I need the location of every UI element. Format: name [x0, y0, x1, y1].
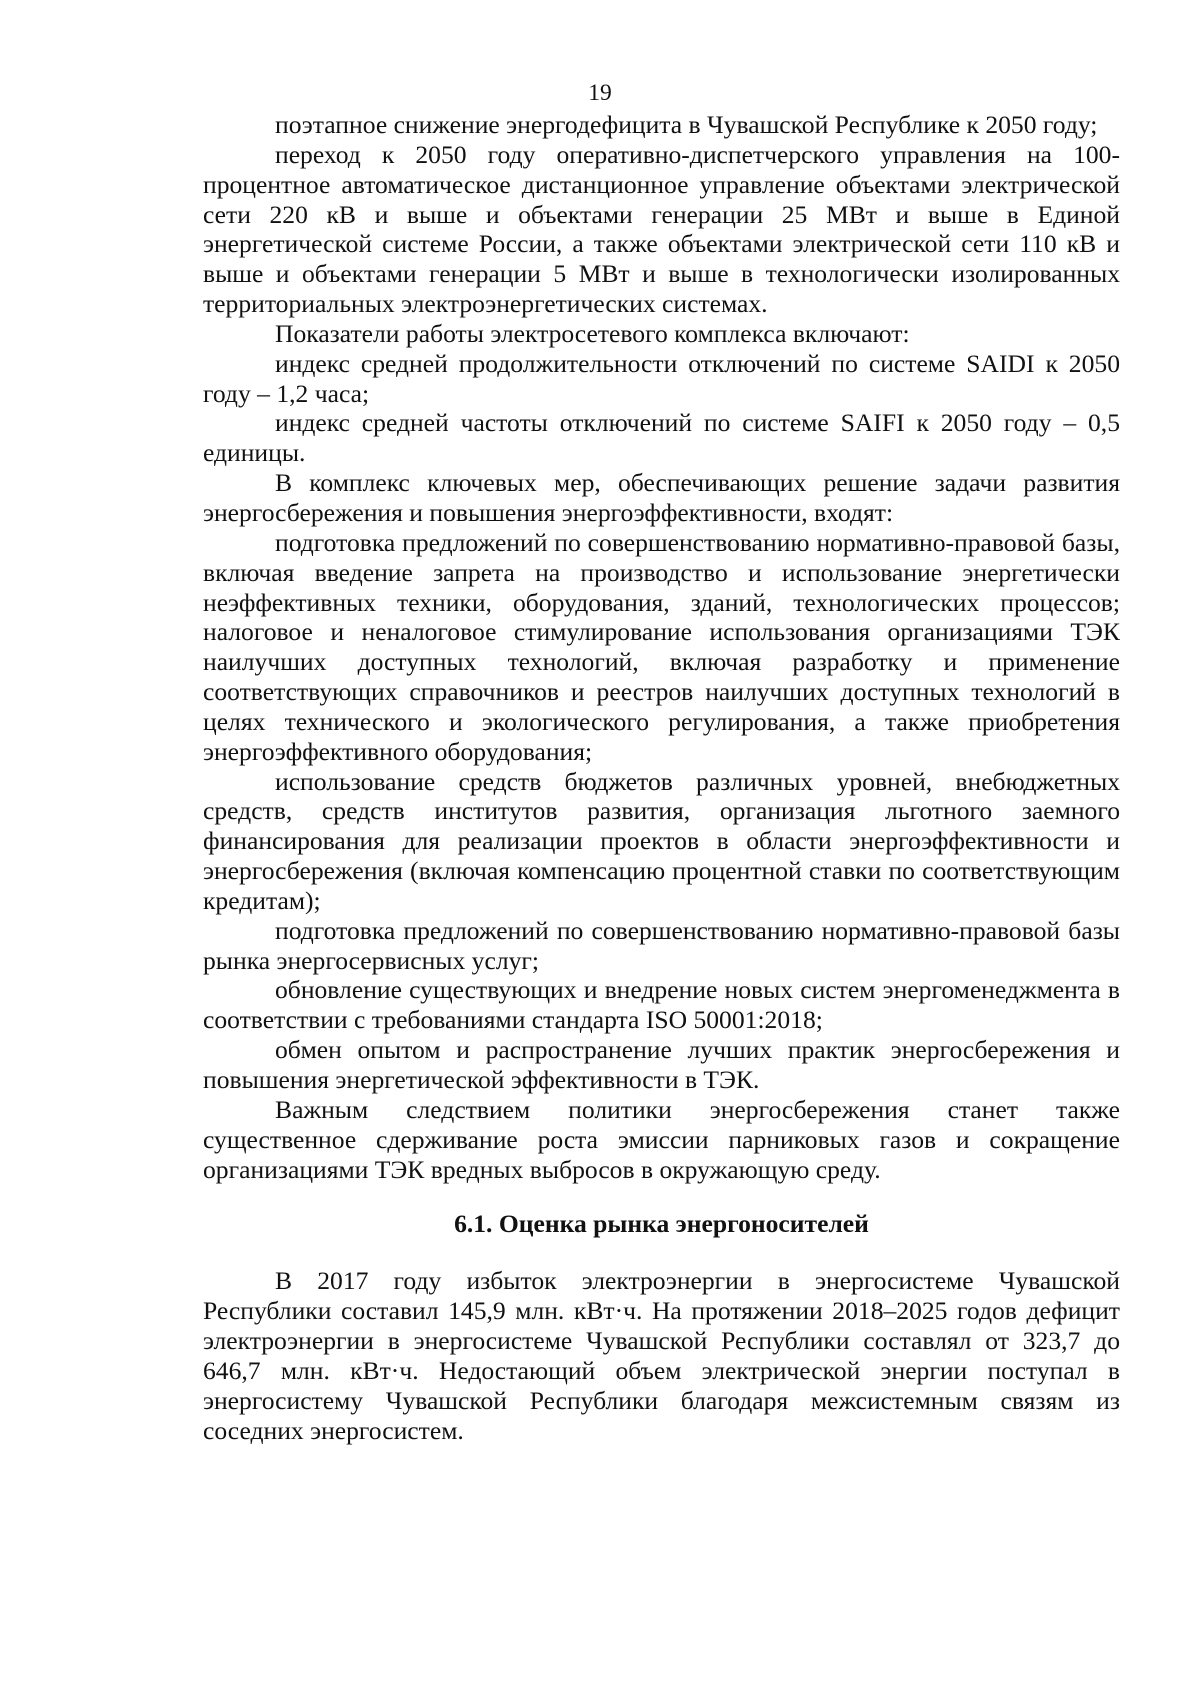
- paragraph: подготовка предложений по совершенствованию нормативно-правовой базы, включая введение запрета на производство и использование энергетически неэффективных техники, оборудования, зданий, технологических процессов; налоговое и неналоговое стимулирование использования организациями ТЭК наилучших доступных технологий, включая разработку и применение соответствующих справочников и реестров наилучших доступных технологий в целях технического и экологического регулирования, а также приобретения энергоэффективного оборудования;: [203, 527, 1120, 766]
- paragraph: переход к 2050 году оперативно-диспетчерского управления на 100-процентное автоматическое дистанционное управление объектами электрической сети 220 кВ и выше и объектами генерации 25 МВт и выше в Единой энергетической системе России, а также объектами электрической сети 110 кВ и выше и объектами генерации 5 МВт и выше в технологически изолированных территориальных электроэнергетических системах.: [203, 139, 1120, 319]
- paragraph: индекс средней продолжительности отключений по системе SAIDI к 2050 году – 1,2 часа;: [203, 348, 1120, 408]
- paragraph: поэтапное снижение энергодефицита в Чувашской Республике к 2050 году;: [275, 110, 1098, 139]
- paragraph: индекс средней частоты отключений по системе SAIFI к 2050 году – 0,5 единицы.: [203, 408, 1120, 468]
- page-number: 19: [588, 80, 612, 106]
- paragraph: Важным следствием политики энергосбережения станет также существенное сдерживание роста эмиссии парниковых газов и сокращение организациями ТЭК вредных выбросов в окружающую среду.: [203, 1094, 1120, 1184]
- paragraph: обмен опытом и распространение лучших практик энергосбережения и повышения энергетической эффективности в ТЭК.: [203, 1035, 1120, 1094]
- body-text: [203, 110, 1120, 1445]
- section-heading: 6.1. Оценка рынка энергоносителей: [454, 1209, 869, 1239]
- paragraph: В 2017 году избыток электроэнергии в энергосистеме Чувашской Республики составил 145,9 млн. кВт·ч. На протяжении 2018–2025 годов дефицит электроэнергии в энергосистеме Чувашской Республики составлял от 323,7 до 646,7 млн. кВт·ч. Недостающий объем электрической энергии поступал в энергосистему Чувашской Республики благодаря межсистемным связям из соседних энергосистем.: [203, 1266, 1120, 1445]
- paragraph: Показатели работы электросетевого комплекса включают:: [275, 318, 910, 348]
- paragraph: В комплекс ключевых мер, обеспечивающих решение задачи развития энергосбережения и повышения энергоэффективности, входят:: [203, 468, 1120, 527]
- paragraph: обновление существующих и внедрение новых систем энергоменеджмента в соответствии с требованиями стандарта ISO 50001:2018;: [203, 975, 1120, 1035]
- paragraph: использование средств бюджетов различных уровней, внебюджетных средств, средств институтов развития, организация льготного заемного финансирования для реализации проектов в области энергоэффективности и энергосбережения (включая компенсацию процентной ставки по соответствующим кредитам);: [203, 766, 1120, 915]
- paragraph: подготовка предложений по совершенствованию нормативно-правовой базы рынка энергосервисных услуг;: [203, 915, 1120, 975]
